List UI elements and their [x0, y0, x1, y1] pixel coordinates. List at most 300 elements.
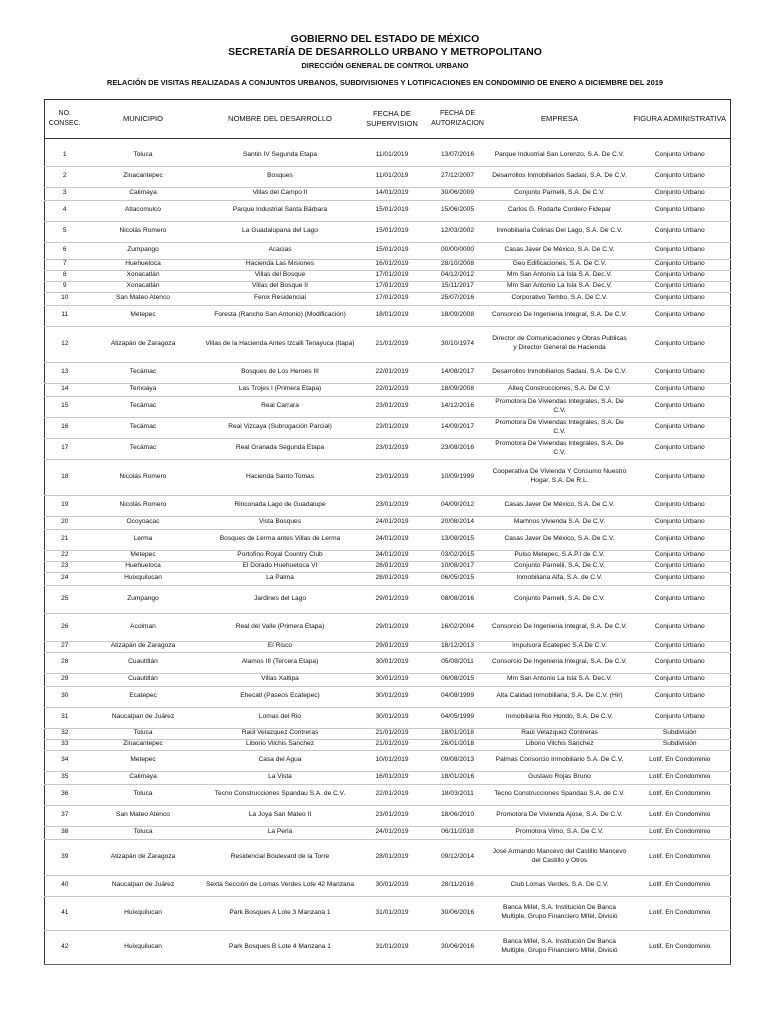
row-fecha-supervision: 29/01/2019	[359, 641, 426, 652]
row-municipio: Toluca	[85, 826, 202, 839]
row-municipio: Ocoyoacac	[85, 516, 202, 529]
column-header-consec: NO. CONSEC.	[45, 100, 85, 139]
row-municipio: Huixquilucan	[85, 930, 202, 964]
table-row	[45, 438, 731, 459]
row-number: 4	[45, 200, 85, 221]
row-number: 16	[45, 417, 85, 438]
row-fecha-autorizacion: 04/12/2012	[426, 270, 490, 281]
row-fecha-supervision: 23/01/2019	[359, 417, 426, 438]
row-fecha-autorizacion: 04/05/1999	[426, 707, 490, 728]
table-row	[45, 875, 731, 896]
row-municipio: Naucalpan de Juárez	[85, 875, 202, 896]
row-municipio: Atizapán de Zaragoza	[85, 641, 202, 652]
table-row	[45, 383, 731, 396]
row-fecha-autorizacion: 26/01/2018	[426, 739, 490, 750]
row-municipio: Nicolás Romero	[85, 495, 202, 516]
row-desarrollo: Parque Industrial Santa Bárbara	[202, 200, 359, 221]
row-empresa: Consorcio De Ingenieria Integral, S.A. De C.V.	[490, 652, 630, 673]
row-figura: Conjunto Urbano	[630, 221, 731, 242]
row-municipio: Zumpango	[85, 242, 202, 259]
table-row	[45, 270, 731, 281]
row-empresa: Casas Javer De México, S.A. De C.V.	[490, 495, 630, 516]
row-empresa: Banca Mifel, S.A. Institución De Banca Multiple, Grupo Financiero Mifel, Divisió	[490, 930, 630, 964]
row-desarrollo: Bosques de Los Heroes III	[202, 362, 359, 383]
row-desarrollo: Hacienda Las Misiones	[202, 259, 359, 270]
row-desarrollo: Real Granada Segunda Etapa	[202, 438, 359, 459]
row-desarrollo: Bosques de Lerma antes Villas de Lerma	[202, 529, 359, 550]
row-empresa: Promotora De Vivienda Ajose, S.A. De C.V.	[490, 805, 630, 826]
row-fecha-supervision: 22/01/2019	[359, 784, 426, 805]
row-fecha-autorizacion: 18/12/2013	[426, 641, 490, 652]
row-figura: Conjunto Urbano	[630, 396, 731, 417]
row-fecha-autorizacion: 09/08/2013	[426, 750, 490, 771]
table-row	[45, 585, 731, 613]
row-empresa: Cooperativa De Vivienda Y Consumo Nuestro Hogar, S.A. De R.L.	[490, 459, 630, 495]
row-number: 41	[45, 896, 85, 930]
row-municipio: Huixquilucan	[85, 572, 202, 585]
row-empresa: Conjunto Parnelli, S.A. De C.V.	[490, 585, 630, 613]
column-header-fecha-supervision: FECHA DE SUPERVISION	[359, 100, 426, 139]
row-figura: Lotif. En Condominio	[630, 826, 731, 839]
row-municipio: Cuautitlán	[85, 673, 202, 686]
table-row	[45, 221, 731, 242]
row-fecha-autorizacion: 05/08/2011	[426, 652, 490, 673]
row-desarrollo: Real del Valle (Primera Etapa)	[202, 613, 359, 641]
row-number: 28	[45, 652, 85, 673]
row-number: 2	[45, 166, 85, 187]
row-desarrollo: Alamos III (Tercera Etapa)	[202, 652, 359, 673]
row-figura: Conjunto Urbano	[630, 673, 731, 686]
row-municipio: Xonacatlán	[85, 281, 202, 292]
row-desarrollo: Villas de la Hacienda Antes Izcalli Tenayuca (Itapa)	[202, 326, 359, 362]
row-number: 17	[45, 438, 85, 459]
row-fecha-supervision: 23/01/2019	[359, 459, 426, 495]
row-figura: Lotif. En Condominio	[630, 784, 731, 805]
row-municipio: Ecatepec	[85, 686, 202, 707]
row-empresa: Geo Edificaciones, S.A. De C.V.	[490, 259, 630, 270]
row-municipio: Temoaya	[85, 383, 202, 396]
row-fecha-supervision: 17/01/2019	[359, 292, 426, 305]
row-municipio: Nicolás Romero	[85, 221, 202, 242]
row-municipio: Nicolás Romero	[85, 459, 202, 495]
row-empresa: Mm San Antonio La Isla S.A. Dec.V.	[490, 270, 630, 281]
row-municipio: Calimaya	[85, 187, 202, 200]
table-row	[45, 242, 731, 259]
row-fecha-supervision: 17/01/2019	[359, 270, 426, 281]
row-number: 20	[45, 516, 85, 529]
row-desarrollo: La Guadalupana del Lago	[202, 221, 359, 242]
row-fecha-supervision: 24/01/2019	[359, 550, 426, 561]
row-fecha-supervision: 29/01/2019	[359, 585, 426, 613]
column-header-desarrollo: NOMBRE DEL DESARROLLO	[202, 100, 359, 139]
row-desarrollo: Raúl Velazquez Contreras	[202, 728, 359, 739]
row-fecha-autorizacion: 25/07/2016	[426, 292, 490, 305]
row-figura: Conjunto Urbano	[630, 305, 731, 326]
row-empresa: Liborio Vilchis Sanchez	[490, 739, 630, 750]
table-row	[45, 750, 731, 771]
row-empresa: Tecno Construcciones Spandau S.A. de C.V.	[490, 784, 630, 805]
row-number: 32	[45, 728, 85, 739]
row-municipio: Zumpango	[85, 585, 202, 613]
row-fecha-supervision: 30/01/2019	[359, 686, 426, 707]
row-fecha-supervision: 24/01/2019	[359, 826, 426, 839]
row-fecha-supervision: 31/01/2019	[359, 930, 426, 964]
row-number: 30	[45, 686, 85, 707]
row-figura: Conjunto Urbano	[630, 362, 731, 383]
row-municipio: Tecámac	[85, 396, 202, 417]
row-number: 23	[45, 561, 85, 572]
table-row	[45, 707, 731, 728]
row-empresa: Promotora De Viviendas Integrales, S.A. De C.V.	[490, 438, 630, 459]
row-figura: Conjunto Urbano	[630, 166, 731, 187]
row-empresa: Inmobiliaria Alfa, S.A. de C.V.	[490, 572, 630, 585]
row-number: 21	[45, 529, 85, 550]
row-number: 25	[45, 585, 85, 613]
row-desarrollo: Real Vizcaya (Subrogación Parcial)	[202, 417, 359, 438]
row-empresa: Casas Javer De México, S.A. De C.V.	[490, 242, 630, 259]
row-number: 22	[45, 550, 85, 561]
row-number: 34	[45, 750, 85, 771]
row-figura: Conjunto Urbano	[630, 495, 731, 516]
row-desarrollo: Villas del Campo II	[202, 187, 359, 200]
row-fecha-autorizacion: 30/10/1974	[426, 326, 490, 362]
row-fecha-autorizacion: 30/06/2016	[426, 930, 490, 964]
row-figura: Conjunto Urbano	[630, 187, 731, 200]
row-desarrollo: La Vista	[202, 771, 359, 784]
row-figura: Conjunto Urbano	[630, 561, 731, 572]
row-municipio: Atlacomulco	[85, 200, 202, 221]
row-fecha-supervision: 23/01/2019	[359, 438, 426, 459]
row-fecha-autorizacion: 18/01/2016	[426, 771, 490, 784]
table-row	[45, 281, 731, 292]
row-figura: Conjunto Urbano	[630, 550, 731, 561]
table-row	[45, 613, 731, 641]
row-figura: Conjunto Urbano	[630, 686, 731, 707]
table-row	[45, 896, 731, 930]
row-number: 9	[45, 281, 85, 292]
government-title: GOBIERNO DEL ESTADO DE MÉXICO	[290, 33, 480, 45]
row-municipio: Naucalpan de Juárez	[85, 707, 202, 728]
row-desarrollo: La Joya San Mateo II	[202, 805, 359, 826]
row-empresa: Club Lomas Verdes, S.A. De C.V.	[490, 875, 630, 896]
row-figura: Conjunto Urbano	[630, 652, 731, 673]
row-fecha-supervision: 28/01/2019	[359, 561, 426, 572]
table-row	[45, 187, 731, 200]
row-figura: Conjunto Urbano	[630, 242, 731, 259]
row-desarrollo: Park Bosques A Lote 3 Manzana 1	[202, 896, 359, 930]
row-desarrollo: Real Carrara	[202, 396, 359, 417]
row-fecha-supervision: 23/01/2019	[359, 805, 426, 826]
row-number: 37	[45, 805, 85, 826]
row-empresa: Inmobiliaria Rio Hondo, S.A. De C.V.	[490, 707, 630, 728]
row-number: 7	[45, 259, 85, 270]
column-header-empresa: EMPRESA	[490, 100, 630, 139]
row-municipio: Huixquilucan	[85, 896, 202, 930]
table-row	[45, 459, 731, 495]
row-number: 5	[45, 221, 85, 242]
table-row	[45, 529, 731, 550]
row-fecha-autorizacion: 27/12/2007	[426, 166, 490, 187]
table-row	[45, 259, 731, 270]
row-municipio: Metepec	[85, 305, 202, 326]
row-desarrollo: Ehecatl (Paseos Ecatepec)	[202, 686, 359, 707]
row-desarrollo: Las Trojes I (Primera Etapa)	[202, 383, 359, 396]
row-empresa: Impulsora Ecatepec S.A De C.V.	[490, 641, 630, 652]
row-fecha-supervision: 15/01/2019	[359, 242, 426, 259]
row-number: 3	[45, 187, 85, 200]
table-row	[45, 805, 731, 826]
row-number: 1	[45, 145, 85, 166]
table-row	[45, 166, 731, 187]
row-fecha-autorizacion: 15/11/2017	[426, 281, 490, 292]
table-row	[45, 739, 731, 750]
row-figura: Conjunto Urbano	[630, 326, 731, 362]
row-fecha-supervision: 16/01/2019	[359, 259, 426, 270]
row-figura: Conjunto Urbano	[630, 707, 731, 728]
row-empresa: Consorcio De Ingenieria Integral, S.A. De C.V.	[490, 305, 630, 326]
row-fecha-autorizacion: 12/03/2002	[426, 221, 490, 242]
row-empresa: Conjunto Parnelli, S.A. De C.V.	[490, 187, 630, 200]
row-fecha-supervision: 28/01/2019	[359, 839, 426, 875]
row-fecha-supervision: 21/01/2019	[359, 728, 426, 739]
row-fecha-supervision: 31/01/2019	[359, 896, 426, 930]
row-empresa: Inmobiliaria Colinas Del Lago, S.A. De C.V.	[490, 221, 630, 242]
row-number: 31	[45, 707, 85, 728]
row-figura: Conjunto Urbano	[630, 438, 731, 459]
table-row	[45, 326, 731, 362]
row-figura: Conjunto Urbano	[630, 613, 731, 641]
row-figura: Conjunto Urbano	[630, 259, 731, 270]
row-number: 24	[45, 572, 85, 585]
row-fecha-autorizacion: 08/08/2016	[426, 585, 490, 613]
row-fecha-supervision: 23/01/2019	[359, 495, 426, 516]
row-fecha-autorizacion: 13/08/2015	[426, 529, 490, 550]
row-fecha-autorizacion: 14/09/2017	[426, 417, 490, 438]
row-fecha-autorizacion: 18/09/2008	[426, 305, 490, 326]
row-fecha-autorizacion: 14/12/2016	[426, 396, 490, 417]
row-figura: Lotif. En Condominio	[630, 875, 731, 896]
row-fecha-autorizacion: 14/08/2017	[426, 362, 490, 383]
table-row	[45, 561, 731, 572]
row-figura: Conjunto Urbano	[630, 516, 731, 529]
row-figura: Conjunto Urbano	[630, 200, 731, 221]
table-row	[45, 145, 731, 166]
row-number: 14	[45, 383, 85, 396]
row-fecha-supervision: 18/01/2019	[359, 305, 426, 326]
row-fecha-supervision: 22/01/2019	[359, 383, 426, 396]
row-desarrollo: Lomas del Rio	[202, 707, 359, 728]
table-row	[45, 495, 731, 516]
table-row	[45, 686, 731, 707]
row-fecha-autorizacion: 18/09/2008	[426, 383, 490, 396]
table-header-row	[45, 100, 731, 139]
table-row	[45, 826, 731, 839]
directorate-title: DIRECCIÓN GENERAL DE CONTROL URBANO	[301, 61, 469, 70]
table-row	[45, 292, 731, 305]
row-fecha-autorizacion: 10/09/1999	[426, 459, 490, 495]
row-fecha-supervision: 11/01/2019	[359, 166, 426, 187]
row-fecha-supervision: 30/01/2019	[359, 673, 426, 686]
row-fecha-autorizacion: 18/01/2018	[426, 728, 490, 739]
row-fecha-autorizacion: 15/06/2005	[426, 200, 490, 221]
row-fecha-autorizacion: 23/08/2016	[426, 438, 490, 459]
row-fecha-supervision: 21/01/2019	[359, 739, 426, 750]
row-desarrollo: La Palma	[202, 572, 359, 585]
row-number: 11	[45, 305, 85, 326]
row-fecha-autorizacion: 06/08/2015	[426, 673, 490, 686]
row-number: 8	[45, 270, 85, 281]
table-row	[45, 305, 731, 326]
row-empresa: Parque Industrial San Lorenzo, S.A. De C.V.	[490, 145, 630, 166]
row-desarrollo: Jardines del Lago	[202, 585, 359, 613]
row-figura: Conjunto Urbano	[630, 270, 731, 281]
row-number: 18	[45, 459, 85, 495]
row-desarrollo: Rinconada Lago de Guadalupe	[202, 495, 359, 516]
row-municipio: Zinacantepec	[85, 739, 202, 750]
row-municipio: Xonacatlán	[85, 270, 202, 281]
row-municipio: Tecámac	[85, 362, 202, 383]
row-desarrollo: Sexta Sección de Lomas Verdes Lote 42 Manzana	[202, 875, 359, 896]
table-row	[45, 930, 731, 964]
row-number: 15	[45, 396, 85, 417]
row-figura: Lotif. En Condominio	[630, 805, 731, 826]
row-desarrollo: El Dorado Huehuetoca VI	[202, 561, 359, 572]
row-figura: Lotif. En Condominio	[630, 771, 731, 784]
row-desarrollo: Bosques	[202, 166, 359, 187]
row-number: 39	[45, 839, 85, 875]
row-fecha-autorizacion: 10/08/2017	[426, 561, 490, 572]
row-empresa: Desarrollos Inmobiliarios Sadasi, S.A. De C.V.	[490, 166, 630, 187]
row-number: 27	[45, 641, 85, 652]
row-empresa: Gustavo Rojas Bruno	[490, 771, 630, 784]
row-municipio: Toluca	[85, 728, 202, 739]
row-fecha-autorizacion: 28/10/2008	[426, 259, 490, 270]
row-empresa: Mm San Antonio La Isla S.A. Dec.V.	[490, 281, 630, 292]
row-desarrollo: Casa del Agua	[202, 750, 359, 771]
row-fecha-supervision: 14/01/2019	[359, 187, 426, 200]
row-number: 19	[45, 495, 85, 516]
row-number: 36	[45, 784, 85, 805]
row-desarrollo: El Risco	[202, 641, 359, 652]
row-number: 12	[45, 326, 85, 362]
row-empresa: Promotora De Viviendas Integrales, S.A. De C.V.	[490, 417, 630, 438]
secretariat-title: SECRETARÍA DE DESARROLLO URBANO Y METROPOLITANO	[228, 46, 542, 58]
row-empresa: Casas Javer De México, S.A. De C.V.	[490, 529, 630, 550]
row-desarrollo: Villas del Bosque II	[202, 281, 359, 292]
table-row	[45, 516, 731, 529]
row-figura: Conjunto Urbano	[630, 292, 731, 305]
row-fecha-autorizacion: 04/08/1999	[426, 686, 490, 707]
row-fecha-supervision: 10/01/2019	[359, 750, 426, 771]
table-row	[45, 673, 731, 686]
table-row	[45, 572, 731, 585]
row-empresa: Palmas Consorcio Inmobiliario S.A. De C.V.	[490, 750, 630, 771]
row-fecha-autorizacion: 20/08/2014	[426, 516, 490, 529]
row-fecha-autorizacion: 03/02/2015	[426, 550, 490, 561]
row-figura: Lotif. En Condominio	[630, 839, 731, 875]
row-fecha-supervision: 21/01/2019	[359, 326, 426, 362]
table-row	[45, 784, 731, 805]
row-number: 42	[45, 930, 85, 964]
row-municipio: Atizapán de Zaragoza	[85, 326, 202, 362]
table-row	[45, 641, 731, 652]
row-desarrollo: Villas del Bosque	[202, 270, 359, 281]
row-fecha-supervision: 24/01/2019	[359, 529, 426, 550]
row-empresa: Alta Calidad Inmobiliaria, S.A. De C.V. (Hir)	[490, 686, 630, 707]
row-fecha-supervision: 11/01/2019	[359, 145, 426, 166]
row-fecha-autorizacion: 13/07/2016	[426, 145, 490, 166]
row-fecha-autorizacion: 09/12/2014	[426, 839, 490, 875]
row-empresa: Mm San Antonio La Isla S.A. Dec.V.	[490, 673, 630, 686]
table-row	[45, 396, 731, 417]
table-row	[45, 771, 731, 784]
row-figura: Subdivisión	[630, 728, 731, 739]
row-empresa: Desarrollos Inmobiliarios Sadasi, S.A. De C.V.	[490, 362, 630, 383]
row-empresa: Banca Mifel, S.A. Institución De Banca Multiple, Grupo Financiero Mifel, Divisió	[490, 896, 630, 930]
row-municipio: Acolman	[85, 613, 202, 641]
row-number: 6	[45, 242, 85, 259]
row-fecha-supervision: 22/01/2019	[359, 362, 426, 383]
row-empresa: Consorcio De Ingenieria Integral, S.A. De C.V.	[490, 613, 630, 641]
row-municipio: Huehuetoca	[85, 259, 202, 270]
report-title: RELACIÓN DE VISITAS REALIZADAS A CONJUNTOS URBANOS, SUBDIVISIONES Y LOTIFICACIONES EN CONDOMINIO DE ENERO A DICIEMBRE DEL 2019	[106, 78, 664, 87]
row-desarrollo: Residencial Boulevard de la Torre	[202, 839, 359, 875]
row-figura: Conjunto Urbano	[630, 281, 731, 292]
column-header-figura: FIGURA ADMINISTRATIVA	[630, 100, 731, 139]
table-row	[45, 200, 731, 221]
table-row	[45, 417, 731, 438]
table-body	[45, 145, 731, 964]
row-desarrollo: Fenix Residencial	[202, 292, 359, 305]
table-row	[45, 652, 731, 673]
row-figura: Lotif. En Condominio	[630, 896, 731, 930]
row-fecha-autorizacion: 30/06/2016	[426, 896, 490, 930]
row-fecha-supervision: 15/01/2019	[359, 221, 426, 242]
row-number: 40	[45, 875, 85, 896]
row-fecha-autorizacion: 18/06/2010	[426, 805, 490, 826]
column-header-municipio: MUNICIPIO	[85, 100, 202, 139]
row-municipio: Tecámac	[85, 438, 202, 459]
row-desarrollo: Hacienda Santo Tomas	[202, 459, 359, 495]
row-number: 13	[45, 362, 85, 383]
row-number: 10	[45, 292, 85, 305]
row-figura: Conjunto Urbano	[630, 585, 731, 613]
table-row	[45, 728, 731, 739]
row-number: 35	[45, 771, 85, 784]
row-fecha-supervision: 29/01/2019	[359, 613, 426, 641]
row-empresa: Alteq Construcciones, S.A. De C.V.	[490, 383, 630, 396]
row-number: 26	[45, 613, 85, 641]
row-empresa: Director de Comunicaciones y Obras Publicas y Director General de Hacienda	[490, 326, 630, 362]
row-fecha-autorizacion: 04/09/2012	[426, 495, 490, 516]
row-figura: Conjunto Urbano	[630, 383, 731, 396]
row-empresa: Raúl Velazquez Contreras	[490, 728, 630, 739]
row-number: 38	[45, 826, 85, 839]
column-header-fecha-autorizacion: FECHA DE AUTORIZACION	[426, 100, 490, 139]
row-municipio: Metepec	[85, 750, 202, 771]
row-empresa: Promotora De Viviendas Integrales, S.A. De C.V.	[490, 396, 630, 417]
row-desarrollo: Villas Xaltipa	[202, 673, 359, 686]
row-empresa: Promotora Vimo, S.A. De C.V.	[490, 826, 630, 839]
row-number: 33	[45, 739, 85, 750]
row-municipio: Tecámac	[85, 417, 202, 438]
row-figura: Conjunto Urbano	[630, 572, 731, 585]
row-figura: Conjunto Urbano	[630, 417, 731, 438]
row-fecha-supervision: 30/01/2019	[359, 707, 426, 728]
visits-table	[44, 99, 731, 965]
row-fecha-supervision: 30/01/2019	[359, 652, 426, 673]
row-figura: Conjunto Urbano	[630, 459, 731, 495]
